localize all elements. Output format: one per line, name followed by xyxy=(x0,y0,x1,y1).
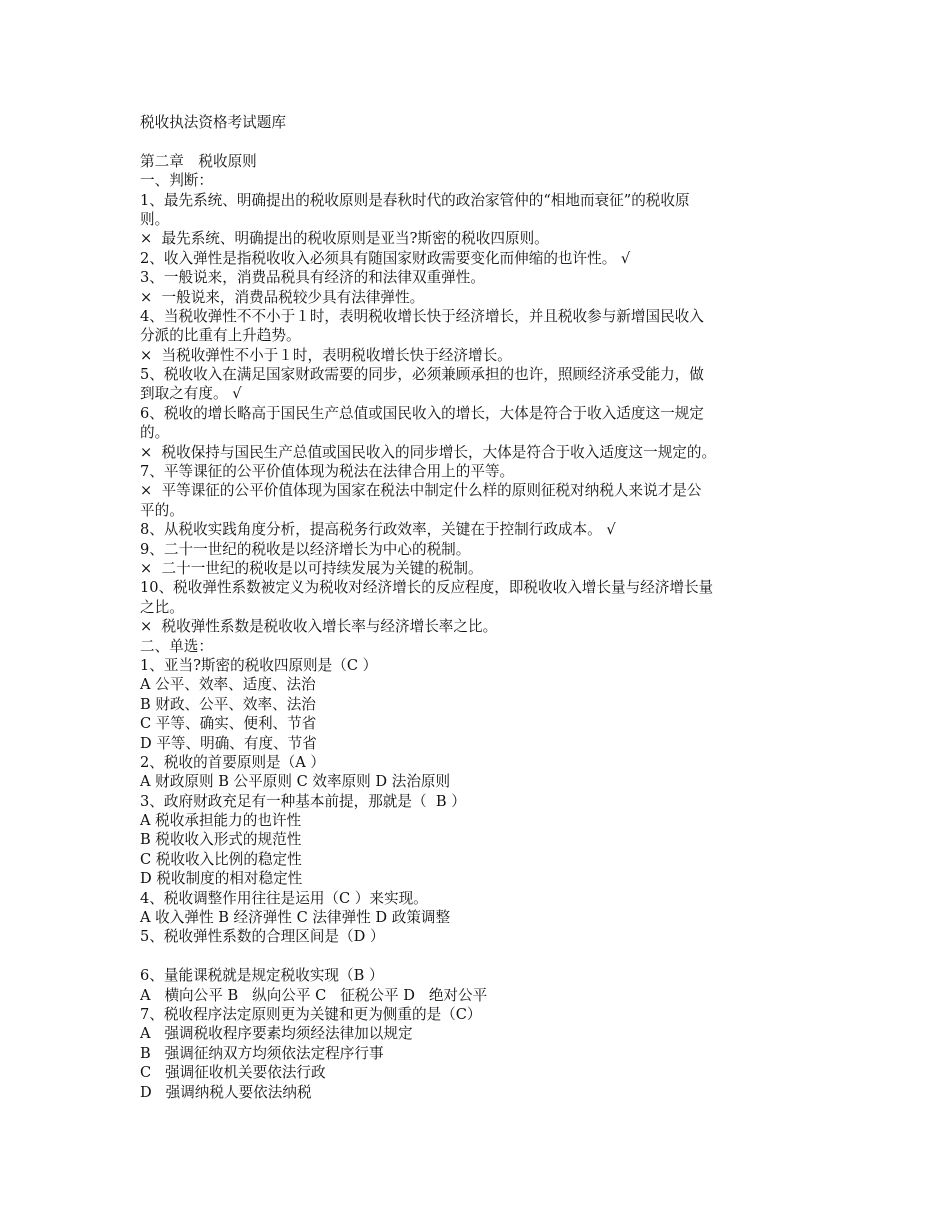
question-line: 9、二十一世纪的税收是以经济增长为中心的税制。 xyxy=(140,540,471,558)
question-line: 5、税收收入在满足国家财政需要的同步，必须兼顾承担的也许，照顾经济承受能力，做 xyxy=(140,366,704,384)
option-line: C 强调征收机关要依法行政 xyxy=(140,1064,326,1082)
question-line: 3、政府财政充足有一种基本前提，那就是（ B ） xyxy=(140,792,466,810)
question-line: 的。 xyxy=(140,424,170,442)
answer-correction-line: × 一般说来，消费品税较少具有法律弹性。 xyxy=(140,288,425,306)
question-line: 2、收入弹性是指税收收入必须具有随国家财政需要变化而伸缩的也许性。 √ xyxy=(140,249,631,267)
option-line: B 财政、公平、效率、法治 xyxy=(140,695,316,713)
question-line: 1、亚当?斯密的税收四原则是（C ） xyxy=(140,656,378,674)
answer-correction-line: × 最先系统、明确提出的税收原则是亚当?斯密的税收四原则。 xyxy=(140,230,549,248)
option-line: D 税收制度的相对稳定性 xyxy=(140,870,303,888)
question-line: 分派的比重有上升趋势。 xyxy=(140,327,301,345)
question-line: 4、当税收弹性不不小于１时，表明税收增长快于经济增长，并且税收参与新增国民收入 xyxy=(140,307,704,325)
option-line: B 强调征纳双方均须依法定程序行事 xyxy=(140,1044,384,1062)
answer-correction-line: × 税收保持与国民生产总值或国民收入的同步增长，大体是符合于收入适度这一规定的。 xyxy=(140,443,717,461)
document-body xyxy=(140,113,810,1102)
question-line: 4、税收调整作用往往是运用（C ）来实现。 xyxy=(140,889,428,907)
chapter-heading: 第二章 税收原则 xyxy=(140,152,257,170)
answer-correction-line: 平的。 xyxy=(140,501,184,519)
section-heading-true-false: 一、判断： xyxy=(140,172,213,190)
section-heading-single-choice: 二、单选： xyxy=(140,637,213,655)
question-line: 7、平等课征的公平价值体现为税法在法律合用上的平等。 xyxy=(140,463,515,481)
question-line: 2、税收的首要原则是（A ） xyxy=(140,753,325,771)
option-line: A 强调税收程序要素均须经法律加以规定 xyxy=(140,1025,413,1043)
question-line: 到取之有度。 √ xyxy=(140,385,242,403)
option-line: D 强调纳税人要依法纳税 xyxy=(140,1083,312,1101)
question-line: 则。 xyxy=(140,210,170,228)
document-title: 税收执法资格考试题库 xyxy=(140,114,286,131)
answer-correction-line: × 当税收弹性不小于１时，表明税收增长快于经济增长。 xyxy=(140,346,512,364)
answer-correction-line: × 平等课征的公平价值体现为国家在税法中制定什么样的原则征税对纳税人来说才是公 xyxy=(140,482,702,500)
question-line: 5、税收弹性系数的合理区间是（D ） xyxy=(140,928,385,946)
text-line xyxy=(140,947,810,966)
question-line: 6、量能课税就是规定税收实现（B ） xyxy=(140,967,384,985)
text-line xyxy=(140,132,810,151)
question-line: 8、从税收实践角度分析，提高税务行政效率，关键在于控制行政成本。 √ xyxy=(140,521,616,539)
option-line: D 平等、明确、有度、节省 xyxy=(140,734,317,752)
option-line: A 财政原则 B 公平原则 C 效率原则 D 法治原则 xyxy=(140,773,451,791)
option-line: C 税收收入比例的稳定性 xyxy=(140,850,302,868)
option-line: A 收入弹性 B 经济弹性 C 法律弹性 D 政策调整 xyxy=(140,909,451,927)
question-line: 1、最先系统、明确提出的税收原则是春秋时代的政治家管仲的“相地而衰征”的税收原 xyxy=(140,191,690,209)
option-line: B 税收收入形式的规范性 xyxy=(140,831,302,849)
option-line: A 横向公平 B 纵向公平 C 征税公平 D 绝对公平 xyxy=(140,986,488,1004)
option-line: A 公平、效率、适度、法治 xyxy=(140,676,316,694)
question-line: 之比。 xyxy=(140,598,184,616)
answer-correction-line: × 二十一世纪的税收是以可持续发展为关键的税制。 xyxy=(140,559,483,577)
question-line: 3、一般说来，消费品税具有经济的和法律双重弹性。 xyxy=(140,269,485,287)
question-line: 6、税收的增长略高于国民生产总值或国民收入的增长，大体是符合于收入适度这一规定 xyxy=(140,404,704,422)
option-line: C 平等、确实、便利、节省 xyxy=(140,715,317,733)
answer-correction-line: × 税收弹性系数是税收收入增长率与经济增长率之比。 xyxy=(140,618,498,636)
question-line: 10、税收弹性系数被定义为税收对经济增长的反应程度，即税收收入增长量与经济增长量 xyxy=(140,579,714,597)
question-line: 7、税收程序法定原则更为关键和更为侧重的是（C） xyxy=(140,1005,482,1023)
option-line: A 税收承担能力的也许性 xyxy=(140,812,302,830)
